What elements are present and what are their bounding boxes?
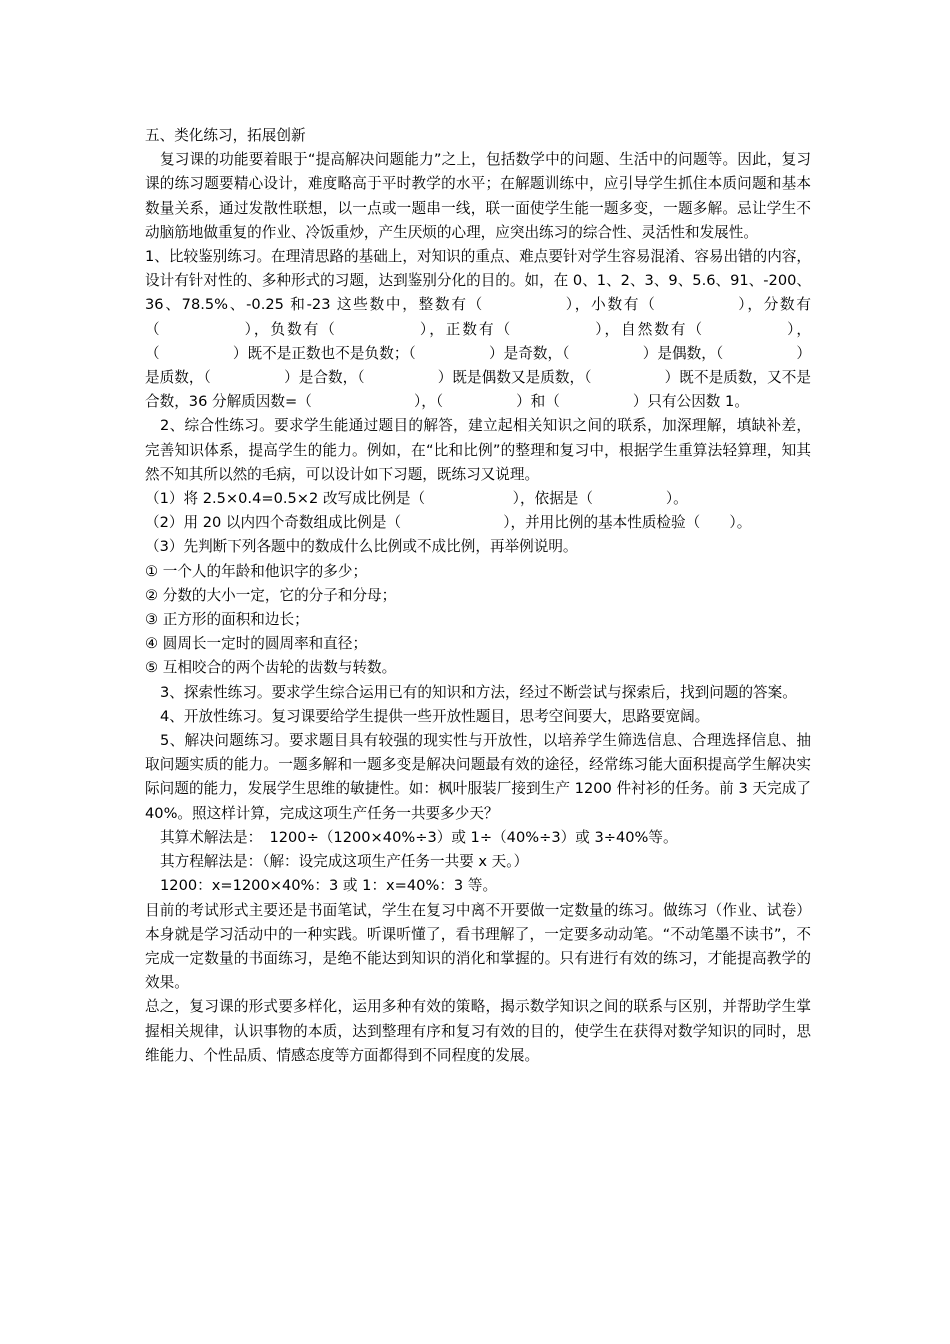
arithmetic-solution: 其算术解法是： 1200÷（1200×40%÷3）或 1÷（40%÷3）或 3÷40%等。 (160, 828, 678, 846)
document-body (145, 124, 811, 1068)
item-1-comparison-exercise: 1、比较鉴别练习。在理清思路的基础上，对知识的重点、难点要针对学生容易混淆、容易出错的内容，设计有针对性的、多种形式的习题，达到鉴别分化的目的。如，在 0、1、2、3、9、5.6、91、-200、36、78.5%、-0.25 和-23 这些数中，整数有（ ），小数有（ ），分数有（ ），负数有（ ），正数有（ ），自然数有（ ），（ ）既不是正数也不是负数；（ ）是奇数，（ ）是偶数，（ ）是质数，（ ）是合数，（ ）既是偶数又是质数，（ ）既不是质数，又不是合数，36 分解质因数=（ ），（ ）和（ ）只有公因数 1。 (145, 248, 812, 411)
choice-3: ③ 正方形的面积和边长； (145, 611, 309, 629)
equation-solution: 其方程解法是：（解：设完成这项生产任务一共要 x 天。） (160, 853, 529, 871)
item-3-exploratory-exercise: 3、探索性练习。要求学生综合运用已有的知识和方法，经过不断尝试与探索后，找到问题的答案。 (160, 683, 797, 701)
question-3: （3）先判断下列各题中的数成什么比例或不成比例，再举例说明。 (145, 538, 578, 556)
equation-solution-detail: 1200：x=1200×40%：3 或 1：x=40%：3 等。 (160, 877, 498, 895)
choice-1: ① 一个人的年龄和他识字的多少； (145, 562, 368, 580)
item-4-open-exercise: 4、开放性练习。复习课要给学生提供一些开放性题目，思考空间要大，思路要宽阔。 (160, 707, 710, 725)
item-2-comprehensive-exercise: 2、综合性练习。要求学生能通过题目的解答，建立起相关知识之间的联系，加深理解，填缺补差，完善知识体系，提高学生的能力。例如，在“比和比例”的整理和复习中，根据学生重算法轻算理，知其然不知其所以然的毛病，可以设计如下习题，既练习又说理。 (145, 417, 811, 483)
section-heading: 五、类化练习，拓展创新 (145, 127, 306, 144)
question-1: （1）将 2.5×0.4=0.5×2 改写成比例是（ ），依据是（ ）。 (145, 490, 688, 508)
choice-5: ⑤ 互相咬合的两个齿轮的齿数与转数。 (145, 659, 397, 677)
exam-paragraph: 目前的考试形式主要还是书面笔试，学生在复习中离不开要做一定数量的练习。做练习（作业、试卷）本身就是学习活动中的一种实践。听课听懂了，看书理解了，一定要多动动笔。“不动笔墨不读书”，不完成一定数量的书面练习，是绝不能达到知识的消化和掌握的。只有进行有效的练习，才能提高教学的效果。 (145, 901, 811, 992)
choice-4: ④ 圆周长一定时的圆周率和直径； (145, 635, 368, 653)
summary-paragraph: 总之，复习课的形式要多样化，运用多种有效的策略，揭示数学知识之间的联系与区别，并帮助学生掌握相关规律，认识事物的本质，达到整理有序和复习有效的目的，使学生在获得对数学知识的同时，思维能力、个性品质、情感态度等方面都得到不同程度的发展。 (145, 998, 811, 1064)
item-5-problem-solving-exercise: 5、解决问题练习。要求题目具有较强的现实性与开放性，以培养学生筛选信息、合理选择信息、抽取问题实质的能力。一题多解和一题多变是解决问题最有效的途径，经常练习能大面积提高学生解决实际问题的能力，发展学生思维的敏捷性。如：枫叶服装厂接到生产 1200 件衬衫的任务。前 3 天完成了 40%。照这样计算，完成这项生产任务一共要多少天？ (145, 732, 811, 822)
choice-2: ② 分数的大小一定，它的分子和分母； (145, 586, 397, 604)
question-2: （2）用 20 以内四个奇数组成比例是（ ），并用比例的基本性质检验（ ）。 (145, 514, 752, 532)
intro-paragraph: 复习课的功能要着眼于“提高解决问题能力”之上，包括数学中的问题、生活中的问题等。因此，复习课的练习题要精心设计，难度略高于平时教学的水平；在解题训练中，应引导学生抓住本质问题和基本数量关系，通过发散性联想，以一点或一题串一线，联一面使学生能一题多变，一题多解。忌让学生不动脑筋地做重复的作业、冷饭重炒，产生厌烦的心理，应突出练习的综合性、灵活性和发展性。 (145, 151, 811, 241)
